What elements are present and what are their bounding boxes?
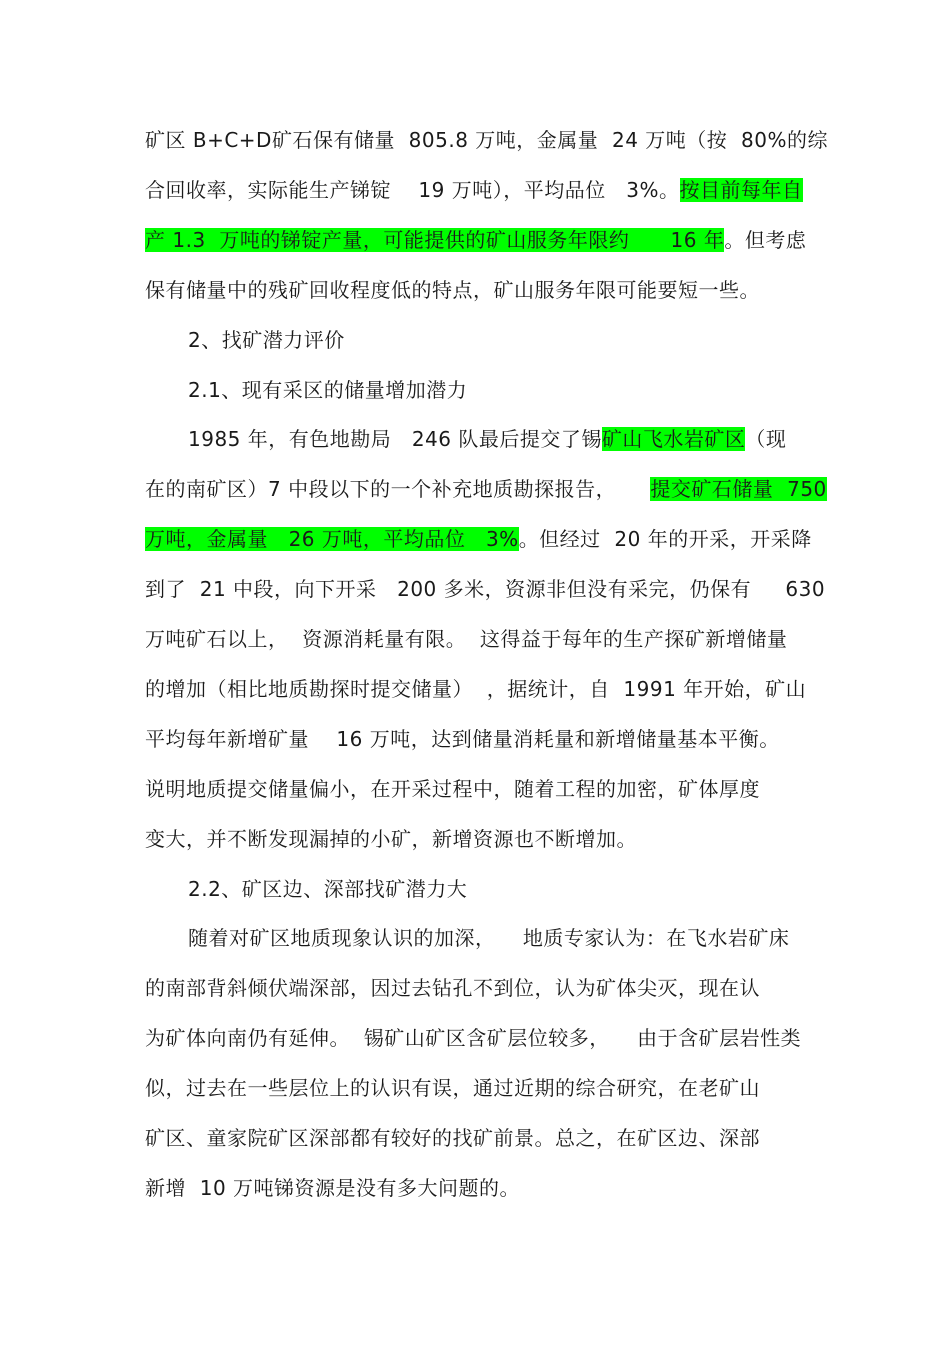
text-segment: 说明地质提交储量偏小，在开采过程中，随着工程的加密，矿体厚度 — [145, 776, 760, 801]
text-line — [145, 519, 812, 559]
text-line — [188, 419, 786, 459]
text-line — [145, 170, 803, 210]
text-segment: 矿区、童家院矿区深部都有较好的找矿前景。总之，在矿区边、深部 — [145, 1126, 760, 1150]
text-line — [145, 120, 828, 160]
text-line — [145, 1168, 520, 1208]
text-line — [145, 220, 806, 260]
text-segment: 随着对矿区地质现象认识的加深， 地质专家认为：在飞水岩矿床 — [188, 926, 790, 951]
text-segment: 2.2、矿区边、深部找矿潜力大 — [188, 876, 468, 901]
text-segment: 似，过去在一些层位上的认识有误，通过近期的综合研究，在老矿山 — [145, 1076, 760, 1101]
text-line — [145, 968, 760, 1008]
text-line — [188, 869, 467, 909]
text-segment: 2.1、现有采区的储量增加潜力 — [188, 377, 468, 402]
highlighted-text: 按目前每年自 — [679, 177, 803, 202]
text-line — [145, 1018, 801, 1058]
text-segment: 新增 10 万吨锑资源是没有多大问题的。 — [145, 1175, 521, 1200]
text-segment: 保有储量中的残矿回收程度低的特点，矿山服务年限可能要短一些。 — [145, 277, 760, 302]
text-segment: 合回收率，实际能生产锑锭 19 万吨），平均品位 3%。 — [145, 177, 680, 202]
text-line — [145, 819, 637, 859]
text-segment: （现 — [745, 427, 787, 452]
text-line — [145, 719, 780, 759]
text-line — [145, 769, 760, 809]
text-segment: 的增加（相比地质勘探时提交储量） ，据统计，自 1991 年开始，矿山 — [145, 676, 807, 701]
text-line — [145, 569, 825, 609]
text-segment: 矿区 B+C+D矿石保有储量 805.8 万吨，金属量 24 万吨（按 80%的综 — [145, 128, 828, 152]
text-segment: 2、找矿潜力评价 — [188, 327, 345, 352]
highlighted-text: 矿山飞水岩矿区 — [601, 427, 746, 452]
text-segment: 在的南矿区）7 中段以下的一个补充地质勘探报告， — [145, 477, 651, 502]
text-segment: 1985 年，有色地勘局 246 队最后提交了锡 — [188, 427, 602, 452]
text-segment: 万吨矿石以上， 资源消耗量有限。 这得益于每年的生产探矿新增储量 — [145, 627, 788, 651]
text-segment: 。但考虑 — [724, 227, 807, 252]
text-line — [145, 469, 827, 509]
text-segment: 平均每年新增矿量 16 万吨，达到储量消耗量和新增储量基本平衡。 — [145, 726, 780, 751]
text-line — [145, 1068, 760, 1108]
text-line — [145, 1118, 760, 1158]
text-segment: 的南部背斜倾伏端深部，因过去钻孔不到位，认为矿体尖灭，现在认 — [145, 976, 760, 1001]
highlighted-text: 提交矿石储量 750 — [650, 477, 827, 502]
text-line — [188, 370, 467, 410]
text-line — [145, 669, 806, 709]
highlighted-text: 万吨，金属量 26 万吨，平均品位 3% — [145, 527, 519, 552]
text-line — [188, 918, 789, 958]
text-segment: 为矿体向南仍有延伸。 锡矿山矿区含矿层位较多， 由于含矿层岩性类 — [145, 1026, 802, 1051]
text-line — [145, 619, 787, 659]
text-line — [145, 270, 760, 310]
highlighted-text: 产 1.3 万吨的锑锭产量，可能提供的矿山服务年限约 16 年 — [145, 227, 725, 252]
text-line — [188, 320, 345, 360]
text-segment: 变大，并不断发现漏掉的小矿，新增资源也不断增加。 — [145, 826, 637, 851]
text-segment: 到了 21 中段，向下开采 200 多米，资源非但没有采完，仍保有 630 — [145, 577, 826, 602]
text-segment: 。但经过 20 年的开采，开采降 — [518, 527, 812, 552]
